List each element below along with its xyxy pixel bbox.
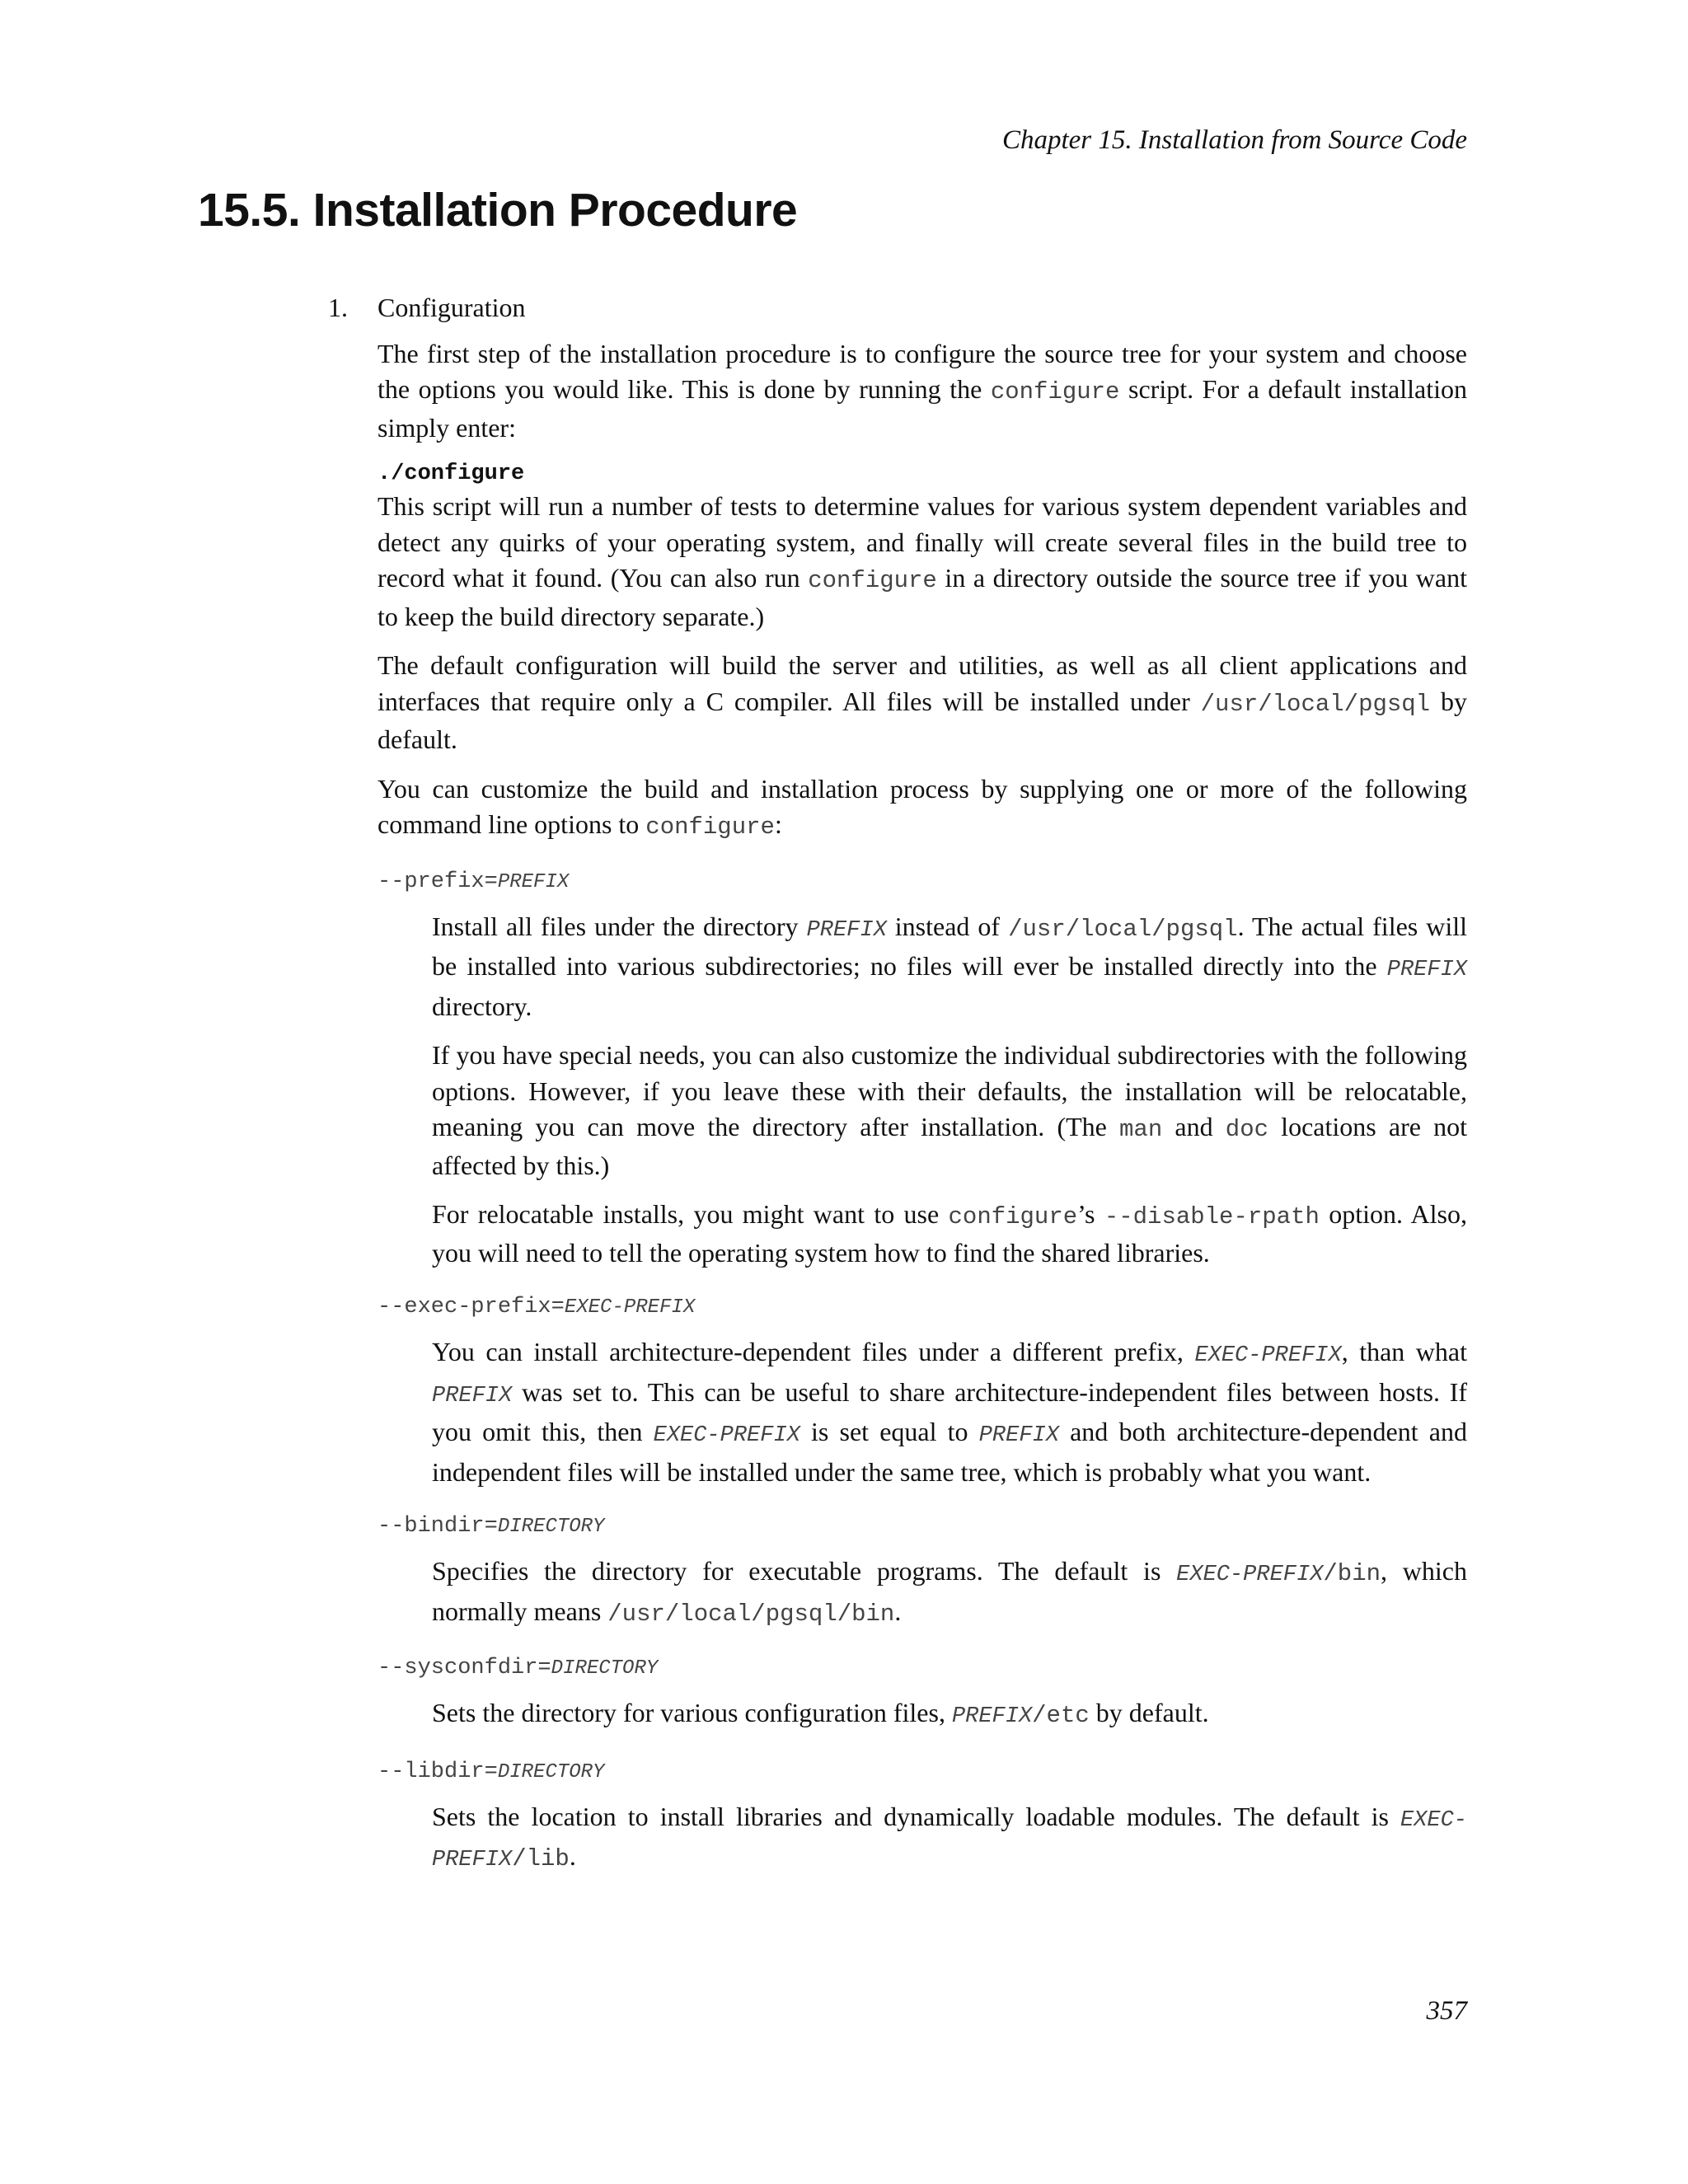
inline-code: /usr/local/pgsql [1008, 915, 1238, 943]
text: The first step of the installation procedure is to configure the source tree for your system and choose the options you would like. This is done by running the [377, 338, 1467, 404]
text: and [1162, 1112, 1226, 1141]
page-body [328, 290, 1468, 1892]
option-libdir-term [377, 1757, 1467, 1788]
placeholder-term: EXEC-PREFIX [1176, 1563, 1324, 1587]
inline-code: /etc [1032, 1702, 1090, 1729]
text: in a directory outside the source tree if you want to keep the build directory separate.) [377, 563, 1468, 631]
paragraph [432, 1334, 1467, 1490]
text: You can install architecture-dependent files under a different prefix, [432, 1337, 1195, 1366]
option-libdir-description [432, 1799, 1467, 1879]
option-argument: DIRECTORY [497, 1760, 605, 1783]
text: by default. [1089, 1698, 1209, 1727]
text: , than what [1341, 1337, 1468, 1366]
option-flag: --sysconfdir= [377, 1656, 551, 1680]
option-sysconfdir-description [432, 1695, 1467, 1736]
text: by default. [377, 686, 1468, 754]
placeholder-term: EXEC-PREFIX [1194, 1343, 1342, 1368]
text: Install all files under the directory [432, 911, 807, 941]
step-number: 1. [328, 293, 348, 322]
placeholder-term: PREFIX [432, 1383, 513, 1408]
text: , which normally means [432, 1556, 1468, 1626]
text: option. Also, you will need to tell the operating system how to find the shared libraries. [432, 1199, 1467, 1268]
option-flag: --exec-prefix= [377, 1295, 565, 1319]
option-flag: --libdir= [377, 1759, 498, 1784]
inline-code: man [1119, 1116, 1163, 1143]
option-bindir-term [377, 1511, 1467, 1542]
text: The default configuration will build the server and utilities, as well as all client applications and interfaces that require only a C compiler. All files will be installed under [377, 650, 1467, 716]
text: ’s [1077, 1199, 1104, 1229]
inline-code: --disable-rpath [1104, 1203, 1320, 1230]
running-header: Chapter 15. Installation from Source Code [1001, 125, 1467, 155]
option-flag: --prefix= [377, 869, 498, 894]
option-argument: PREFIX [497, 870, 570, 893]
section-title: 15.5. Installation Procedure [198, 184, 798, 237]
text: . [894, 1596, 902, 1626]
text: If you have special needs, you can also customize the individual subdirectories with the following options. However, if you leave these with their defaults, the installation will be relocatable, meaning you can move the directory after installation. (The [432, 1040, 1467, 1141]
text: is set equal to [799, 1417, 979, 1446]
paragraph-default-config [377, 648, 1467, 758]
paragraph [432, 1197, 1467, 1271]
text: Sets the location to install libraries and dynamically loadable modules. The default is [432, 1801, 1400, 1831]
option-argument: EXEC-PREFIX [564, 1296, 696, 1319]
text: You can customize the build and installation process by supplying one or more of the following command line options to [377, 773, 1467, 839]
inline-code: configure [990, 378, 1120, 405]
paragraph [432, 1695, 1467, 1736]
page-number: 357 [1426, 1996, 1467, 2026]
paragraph-customize [377, 771, 1467, 846]
text: script. For a default installation simply enter: [377, 374, 1467, 443]
inline-code: configure [645, 813, 775, 841]
text: directory. [432, 991, 532, 1021]
inline-code: doc [1225, 1116, 1269, 1143]
inline-code: /bin [1323, 1560, 1381, 1587]
paragraph [432, 1554, 1467, 1632]
inline-code: configure [948, 1203, 1078, 1230]
inline-code: /usr/local/pgsql/bin [607, 1600, 895, 1628]
paragraph [432, 909, 1467, 1025]
text: instead of [886, 911, 1009, 941]
text: : [774, 809, 782, 839]
option-sysconfdir-term [377, 1653, 1467, 1684]
option-bindir-description [432, 1554, 1467, 1632]
command-example: ./configure [377, 462, 525, 486]
paragraph [432, 1038, 1467, 1183]
text: and both architecture-dependent and independent files will be installed under the same tree, which is probably what you want. [432, 1417, 1468, 1487]
placeholder-term: PREFIX [806, 917, 887, 943]
placeholder-term: EXEC-PREFIX [653, 1423, 800, 1448]
inline-code: /usr/local/pgsql [1200, 690, 1431, 718]
option-prefix-term [377, 867, 1467, 898]
paragraph-tests [377, 489, 1467, 635]
text: was set to. This can be useful to share architecture-independent files between hosts. If you omit this, then [432, 1376, 1467, 1446]
text: . [569, 1841, 576, 1871]
inline-code: /lib [512, 1845, 570, 1872]
option-flag: --bindir= [377, 1514, 498, 1539]
text: Specifies the directory for executable programs. The default is [432, 1556, 1177, 1586]
text: Sets the directory for various configuration files, [432, 1698, 952, 1727]
option-exec-prefix-description [432, 1334, 1467, 1490]
text: For relocatable installs, you might want to use [432, 1199, 949, 1229]
text: locations are not affected by this.) [432, 1112, 1468, 1180]
placeholder-term: PREFIX [978, 1423, 1059, 1448]
step-title: Configuration [377, 293, 526, 322]
placeholder-term: PREFIX [951, 1704, 1033, 1729]
text: . The actual files will be installed into various subdirectories; no files will ever be installed directly into the [432, 911, 1468, 981]
option-prefix-description [432, 909, 1467, 1272]
placeholder-term: EXEC-PREFIX [432, 1807, 1467, 1872]
option-exec-prefix-term [377, 1292, 1467, 1323]
text: This script will run a number of tests to determine values for various system dependent variables and detect any quirks of your operating system, and finally will create several files in the build tree to record what it found. (You can also run [377, 491, 1467, 593]
placeholder-term: PREFIX [1386, 958, 1467, 982]
paragraph-intro [377, 336, 1467, 447]
inline-code: configure [808, 567, 937, 594]
paragraph [432, 1799, 1467, 1879]
option-argument: DIRECTORY [551, 1657, 659, 1680]
option-argument: DIRECTORY [497, 1516, 605, 1538]
